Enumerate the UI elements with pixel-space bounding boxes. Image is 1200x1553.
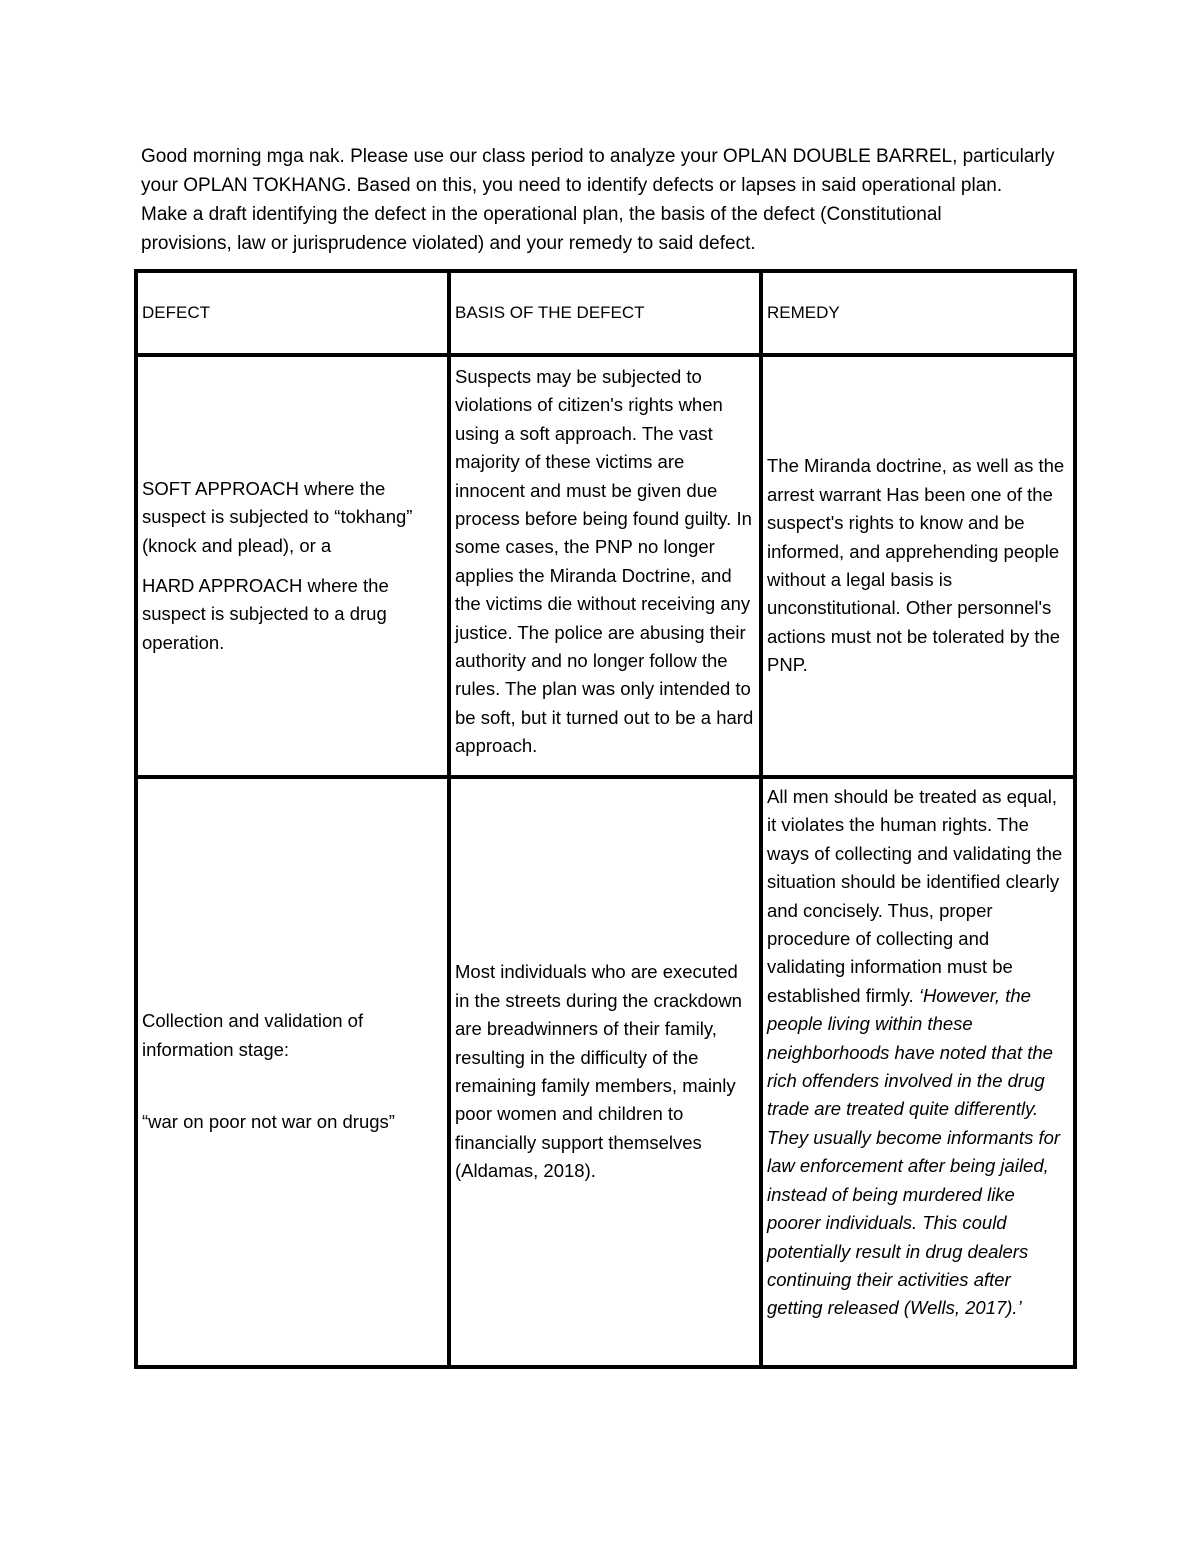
table-row [136, 777, 1075, 1367]
remedy-cell: The Miranda doctrine, as well as the arrest warrant Has been one of the suspect's rights to know and be informed, and apprehending people without a legal basis is unconstitutional. Other personnel's actions must not be tolerated by the PNP. [761, 355, 1075, 777]
intro-line-4: provisions, law or jurisprudence violated) and your remedy to said defect. [141, 233, 756, 254]
remedy-text: All men should be treated as equal, it violates the human rights. The ways of collecting and validating the situation should be identified clearly and concisely. Thus, proper procedure of collecting and validating information must be established firmly. [767, 786, 1063, 1006]
intro-paragraph [141, 142, 1071, 258]
header-defect: DEFECT [136, 271, 449, 355]
defect-quote: “war on poor not war on drugs” [142, 1111, 395, 1133]
basis-cell: Suspects may be subjected to violations of citizen's rights when using a soft approach. The vast majority of these victims are innocent and must be given due process before being found guilty. In some cases, the PNP no longer applies the Miranda Doctrine, and the victims die without receiving any justice. The police are abusing their authority and no longer follow the rules. The plan was only intended to be soft, but it turned out to be a hard approach. [449, 355, 761, 777]
defect-hard-approach: HARD APPROACH where the suspect is subjected to a drug operation. [142, 575, 389, 653]
header-remedy: REMEDY [761, 271, 1075, 355]
defect-cell [136, 777, 449, 1367]
intro-line-2: your OPLAN TOKHANG. Based on this, you need to identify defects or lapses in said operational plan. [141, 175, 1003, 196]
header-basis: BASIS OF THE DEFECT [449, 271, 761, 355]
defect-collection-stage: Collection and validation of information stage: [142, 1010, 364, 1060]
remedy-quote: ‘However, the people living within these neighborhoods have noted that the rich offenders involved in the drug trade are treated quite differently. They usually become informants for law enforcement after being jailed, instead of being murdered like poorer individuals. This could potentially result in drug dealers continuing their activities after getting released (Wells, 2017).’ [767, 984, 1061, 1319]
table-header-row [136, 271, 1075, 355]
defect-soft-approach: SOFT APPROACH where the suspect is subjected to “tokhang” (knock and plead), or a [142, 477, 413, 556]
remedy-cell [761, 777, 1075, 1367]
basis-cell: Most individuals who are executed in the streets during the crackdown are breadwinners of their family, resulting in the difficulty of the remaining family members, mainly poor women and children to financially support themselves (Aldamas, 2018). [449, 777, 761, 1367]
intro-line-1: Good morning mga nak. Please use our class period to analyze your OPLAN DOUBLE BARREL, particularly [141, 146, 1055, 167]
defect-analysis-table [134, 269, 1077, 1369]
intro-line-3: Make a draft identifying the defect in the operational plan, the basis of the defect (Constitutional [141, 204, 942, 225]
defect-cell [136, 355, 449, 777]
table-row [136, 355, 1075, 777]
